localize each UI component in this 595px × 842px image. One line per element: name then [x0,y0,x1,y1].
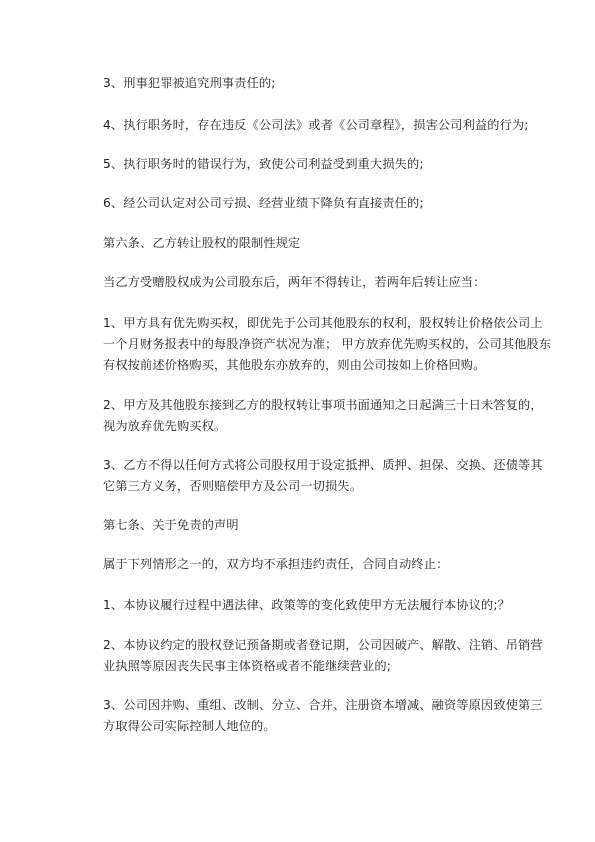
article-7-item-2: 2、本协议约定的股权登记预备期或者登记期，公司因破产、解散、注销、吊销营业执照等原因丧失民事主体资格或者不能继续营业的; [103,638,543,673]
article-7-intro: 属于下列情形之一的，双方均不承担违约责任，合同自动终止： [103,557,449,571]
article-7-item-1: 1、本协议履行过程中遇法律、政策等的变化致使甲方无法履行本协议的;？ [103,598,510,612]
article-7-heading: 第七条、关于免责的声明 [103,518,239,532]
clause-item-4-violation: 4、执行职务时，存在违反《公司法》或者《公司章程》，损害公司利益的行为; [103,118,529,132]
clause-item-3-criminal: 3、刑事犯罪被追究刑事责任的; [103,76,276,90]
article-6-heading: 第六条、乙方转让股权的限制性规定 [103,236,301,250]
clause-item-5-error: 5、执行职务时的错误行为，致使公司利益受到重大损失的; [103,157,424,171]
article-7-item-3: 3、公司因并购、重组、改制、分立、合并、注册资本增减、融资等原因致使第三方取得公司实际控制人地位的。 [103,698,543,733]
article-6-item-2: 2、甲方及其他股东接到乙方的股权转让事项书面通知之日起满三十日未答复的，视为放弃优先购买权。 [103,398,543,433]
clause-item-6-loss: 6、经公司认定对公司亏损、经营业绩下降负有直接责任的; [103,196,424,210]
article-6-item-3: 3、乙方不得以任何方式将公司股权用于设定抵押、质押、担保、交换、还债等其它第三方义务，否则赔偿甲方及公司一切损失。 [103,458,543,493]
article-6-item-1: 1、甲方具有优先购买权，即优先于公司其他股东的权利，股权转让价格依公司上一个月财务报表中的每股净资产状况为准； 甲方放弃优先购买权的，公司其他股东有权按前述价格购买，其他股东亦放弃的，则由公司按如上价格回购。 [103,316,552,372]
article-6-intro: 当乙方受赠股权成为公司股东后，两年不得转让，若两年后转让应当： [103,275,486,289]
